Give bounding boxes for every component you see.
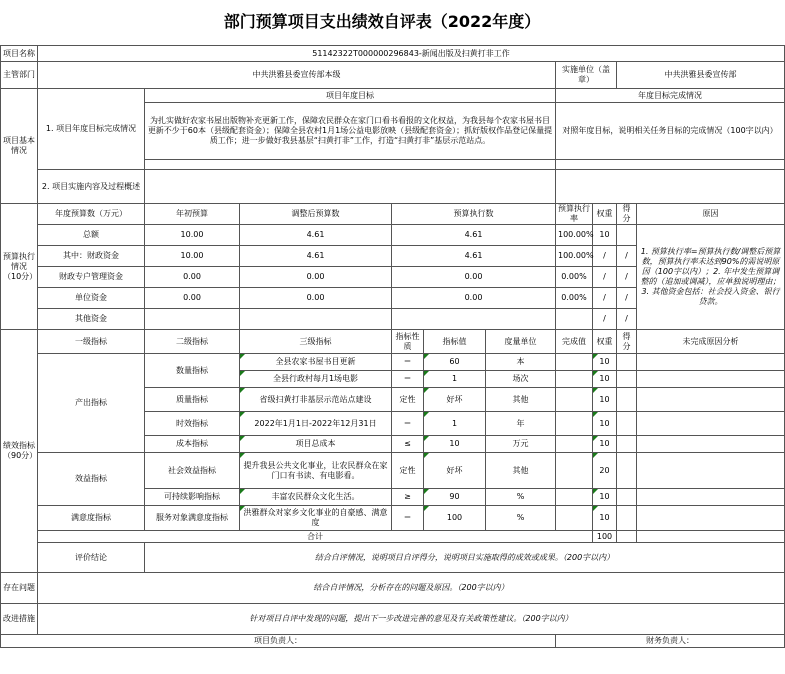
perf-value: 90 <box>424 489 486 506</box>
budget-adjusted: 0.00 <box>240 288 392 309</box>
perf-l3: 全县农家书屋书目更新 <box>240 354 392 371</box>
perf-total-row <box>1 531 785 543</box>
budget-weight: / <box>593 288 617 309</box>
perf-done <box>556 371 593 388</box>
budget-header-initial: 年初预算 <box>145 204 240 225</box>
perf-value: 好坏 <box>424 453 486 489</box>
perf-row <box>1 506 785 531</box>
perf-done <box>556 388 593 412</box>
budget-adjusted: 4.61 <box>240 246 392 267</box>
dept-label: 主管部门 <box>1 62 38 89</box>
perf-l3: 项目总成本 <box>240 436 392 453</box>
budget-rate: 100.00% <box>556 225 593 246</box>
budget-initial: 0.00 <box>145 288 240 309</box>
perf-header-reason: 未完成原因分析 <box>637 330 785 354</box>
budget-label: 预算执行情况（10分） <box>1 204 38 330</box>
perf-value: 1 <box>424 371 486 388</box>
improve-text: 针对项目自评中发现的问题，提出下一步改进完善的意见及有关政策性建议。（200字以内） <box>38 604 785 635</box>
budget-rate: 100.00% <box>556 246 593 267</box>
perf-total-label: 合计 <box>38 531 593 543</box>
budget-rate: 0.00% <box>556 288 593 309</box>
item2-label: 2. 项目实施内容及过程概述 <box>38 170 145 204</box>
budget-initial <box>145 309 240 330</box>
dept-value: 中共洪雅县委宣传部本级 <box>38 62 556 89</box>
perf-nature: ＝ <box>392 371 424 388</box>
perf-done <box>556 436 593 453</box>
perf-l3: 洪雅群众对家乡文化事业的自豪感、满意度 <box>240 506 392 531</box>
perf-header-l3: 三级指标 <box>240 330 392 354</box>
perf-unit: 年 <box>486 412 556 436</box>
budget-score: / <box>617 309 637 330</box>
budget-adjusted <box>240 309 392 330</box>
perf-nature: 定性 <box>392 453 424 489</box>
perf-l1-satisfaction: 满意度指标 <box>38 506 145 531</box>
goal-status-text: 对照年度目标，说明相关任务目标的完成情况（100字以内） <box>556 103 785 160</box>
budget-executed: 4.61 <box>392 225 556 246</box>
perf-l3: 2022年1月1日-2022年12月31日 <box>240 412 392 436</box>
budget-header-score: 得分 <box>617 204 637 225</box>
perf-l3: 省级扫黄打非基层示范站点建设 <box>240 388 392 412</box>
self-eval-table <box>0 45 785 648</box>
perf-unit: 场次 <box>486 371 556 388</box>
perf-header-nature: 指标性质 <box>392 330 424 354</box>
budget-score: / <box>617 288 637 309</box>
budget-executed: 0.00 <box>392 288 556 309</box>
budget-weight: 10 <box>593 225 617 246</box>
basic-info-label: 项目基本情况 <box>1 89 38 204</box>
perf-value: 10 <box>424 436 486 453</box>
perf-nature: ＝ <box>392 506 424 531</box>
perf-value: 60 <box>424 354 486 371</box>
perf-done <box>556 489 593 506</box>
project-leader-label: 项目负责人： <box>1 635 556 648</box>
budget-row-name: 总额 <box>38 225 145 246</box>
perf-header-value: 指标值 <box>424 330 486 354</box>
budget-weight: / <box>593 246 617 267</box>
budget-score: / <box>617 246 637 267</box>
budget-initial: 10.00 <box>145 246 240 267</box>
perf-header-score: 得分 <box>617 330 637 354</box>
project-name-value: 51142322T000000296843-新闻出版及扫黄打非工作 <box>38 46 785 62</box>
budget-weight: / <box>593 309 617 330</box>
project-name-label: 项目名称 <box>1 46 38 62</box>
budget-header-rate: 预算执行率 <box>556 204 593 225</box>
perf-row <box>1 453 785 489</box>
budget-row-total <box>1 225 785 246</box>
budget-header-weight: 权重 <box>593 204 617 225</box>
perf-weight: 20 <box>593 453 617 489</box>
perf-nature: 定性 <box>392 388 424 412</box>
perf-done <box>556 412 593 436</box>
perf-unit: 其他 <box>486 453 556 489</box>
budget-header-reason: 原因 <box>637 204 785 225</box>
perf-header-weight: 权重 <box>593 330 617 354</box>
perf-weight: 10 <box>593 354 617 371</box>
improve-label: 改进措施 <box>1 604 38 635</box>
budget-initial: 0.00 <box>145 267 240 288</box>
budget-weight: / <box>593 267 617 288</box>
perf-l3: 全县行政村每月1场电影 <box>240 371 392 388</box>
perf-l3: 丰富农民群众文化生活。 <box>240 489 392 506</box>
budget-executed: 0.00 <box>392 267 556 288</box>
perf-l2-sustain: 可持续影响指标 <box>145 489 240 506</box>
perf-done <box>556 354 593 371</box>
page-title: 部门预算项目支出绩效自评表（2022年度） <box>223 12 541 31</box>
perf-header-l2: 二级指标 <box>145 330 240 354</box>
impl-unit-label: 实施单位（盖章） <box>556 62 617 89</box>
perf-l2-satisfaction: 服务对象满意度指标 <box>145 506 240 531</box>
goal-status-header: 年度目标完成情况 <box>556 89 785 103</box>
perf-value: 100 <box>424 506 486 531</box>
perf-done <box>556 506 593 531</box>
perf-weight: 10 <box>593 489 617 506</box>
issues-label: 存在问题 <box>1 573 38 604</box>
perf-weight: 10 <box>593 371 617 388</box>
budget-header-executed: 预算执行数 <box>392 204 556 225</box>
budget-row-name: 财政专户管理资金 <box>38 267 145 288</box>
perf-value: 好坏 <box>424 388 486 412</box>
perf-unit: 其他 <box>486 388 556 412</box>
perf-weight: 10 <box>593 388 617 412</box>
budget-rate: 0.00% <box>556 267 593 288</box>
perf-nature: ＝ <box>392 354 424 371</box>
budget-adjusted: 0.00 <box>240 267 392 288</box>
budget-header-year: 年度预算数（万元） <box>38 204 145 225</box>
goal-text: 为扎实做好农家书屋出版物补充更新工作，保障农民群众在家门口看书看报的文化权益，为我县每个农家书屋书目更新不少于60本（县级配套资金）；保障全县农村1月1场公益电影放映（县级配套资金）；抓好版权作品登记保量提质工作；进一步做好我县基层“扫黄打非”工作，打造“扫黄打非”基层示范站点。 <box>145 103 556 160</box>
budget-score <box>617 225 637 246</box>
perf-weight: 10 <box>593 412 617 436</box>
budget-row-name: 其中：财政资金 <box>38 246 145 267</box>
perf-row <box>1 354 785 371</box>
budget-executed: 4.61 <box>392 246 556 267</box>
perf-nature: ≥ <box>392 489 424 506</box>
budget-row-name: 其他资金 <box>38 309 145 330</box>
item1-label: 1. 项目年度目标完成情况 <box>38 89 145 170</box>
perf-label: 绩效指标（90分） <box>1 330 38 573</box>
perf-value: 1 <box>424 412 486 436</box>
perf-l3: 提升我县公共文化事业，让农民群众在家门口有书读、有电影看。 <box>240 453 392 489</box>
perf-unit: % <box>486 506 556 531</box>
budget-executed <box>392 309 556 330</box>
perf-unit: % <box>486 489 556 506</box>
finance-leader-label: 财务负责人： <box>556 635 785 648</box>
budget-header-adjusted: 调整后预算数 <box>240 204 392 225</box>
eval-label: 评价结论 <box>38 543 145 573</box>
perf-nature: ＝ <box>392 412 424 436</box>
budget-reason: 1. 预算执行率=预算执行数/调整后预算数，预算执行率未达到90%的需说明原因（100字以内）；2. 年中发生预算调整的（追加或调减），应单独说明理由；3. 其他资金包括：社会投入资金、银行贷款。 <box>637 225 785 330</box>
perf-l2-quantity: 数量指标 <box>145 354 240 388</box>
budget-row-name: 单位资金 <box>38 288 145 309</box>
perf-header-done: 完成值 <box>556 330 593 354</box>
perf-weight: 10 <box>593 506 617 531</box>
perf-header-l1: 一级指标 <box>38 330 145 354</box>
perf-total-weight: 100 <box>593 531 617 543</box>
perf-l1-output: 产出指标 <box>38 354 145 453</box>
perf-weight: 10 <box>593 436 617 453</box>
issues-text: 结合自评情况，分析存在的问题及原因。（200字以内） <box>38 573 785 604</box>
perf-done <box>556 453 593 489</box>
perf-l2-cost: 成本指标 <box>145 436 240 453</box>
perf-l1-effect: 效益指标 <box>38 453 145 506</box>
budget-rate <box>556 309 593 330</box>
budget-score: / <box>617 267 637 288</box>
perf-unit: 万元 <box>486 436 556 453</box>
perf-unit: 本 <box>486 354 556 371</box>
perf-header-unit: 度量单位 <box>486 330 556 354</box>
perf-l2-social: 社会效益指标 <box>145 453 240 489</box>
goal-header: 项目年度目标 <box>145 89 556 103</box>
budget-adjusted: 4.61 <box>240 225 392 246</box>
perf-l2-timeliness: 时效指标 <box>145 412 240 436</box>
perf-l2-quality: 质量指标 <box>145 388 240 412</box>
eval-text: 结合自评情况，说明项目自评得分，说明项目实施取得的成效或成果。（200字以内） <box>145 543 785 573</box>
impl-unit-value: 中共洪雅县委宣传部 <box>617 62 785 89</box>
budget-initial: 10.00 <box>145 225 240 246</box>
perf-nature: ≤ <box>392 436 424 453</box>
